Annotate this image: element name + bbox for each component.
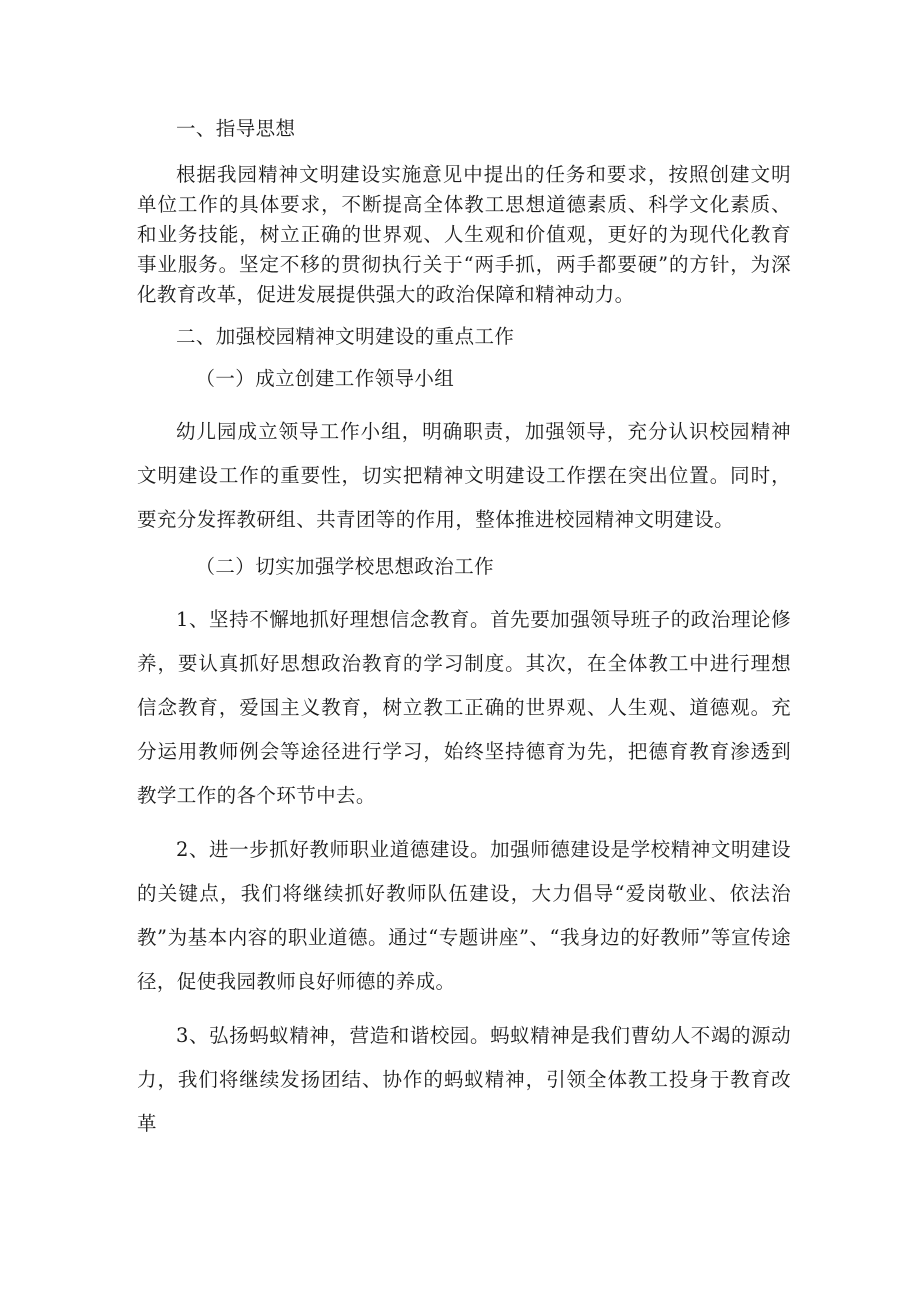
paragraph-leadership-group: 幼儿园成立领导工作小组，明确职责，加强领导，充分认识校园精神文明建设工作的重要性，切实把精神文明建设工作摆在突出位置。同时，要充分发挥教研组、共青团等的作用，整体推进校园精神文明建设。 (137, 420, 791, 531)
paragraph-guiding-ideology: 根据我园精神文明建设实施意见中提出的任务和要求，按照创建文明单位工作的具体要求，不断提高全体教工思想道德素质、科学文化素质、和业务技能，树立正确的世界观、人生观和价值观，更好的为现代化教育事业服务。坚定不移的贯彻执行关于“两手抓，两手都要硬”的方针，为深化教育改革，促进发展提供强大的政治保障和精神动力。 (137, 163, 791, 306)
paragraph-ideal-belief-education: 1、坚持不懈地抓好理想信念教育。首先要加强领导班子的政治理论修养，要认真抓好思想政治教育的学习制度。其次，在全体教工中进行理想信念教育，爱国主义教育，树立教工正确的世界观、人生观、道德观。充分运用教师例会等途径进行学习，始终坚持德育为先，把德育教育渗透到教学工作的各个环节中去。 (137, 608, 791, 807)
section-heading-guiding-ideology: 一、指导思想 (176, 117, 296, 140)
section-heading-key-work: 二、加强校园精神文明建设的重点工作 (176, 325, 515, 348)
document-body (137, 114, 791, 1146)
paragraph-teacher-ethics: 2、进一步抓好教师职业道德建设。加强师德建设是学校精神文明建设的关键点，我们将继续抓好教师队伍建设，大力倡导“爱岗敬业、依法治教”为基本内容的职业道德。通过“专题讲座”、“我身边的好教师”等宣传途径，促使我园教师良好师德的养成。 (137, 838, 791, 993)
subheading-ideological-work: （二）切实加强学校思想政治工作 (195, 555, 495, 578)
paragraph-ant-spirit: 3、弘扬蚂蚁精神，营造和谐校园。蚂蚁精神是我们曹幼人不竭的源动力，我们将继续发扬团结、协作的蚂蚁精神，引领全体教工投身于教育改革 (137, 1024, 791, 1135)
subheading-leadership-group: （一）成立创建工作领导小组 (195, 367, 455, 390)
